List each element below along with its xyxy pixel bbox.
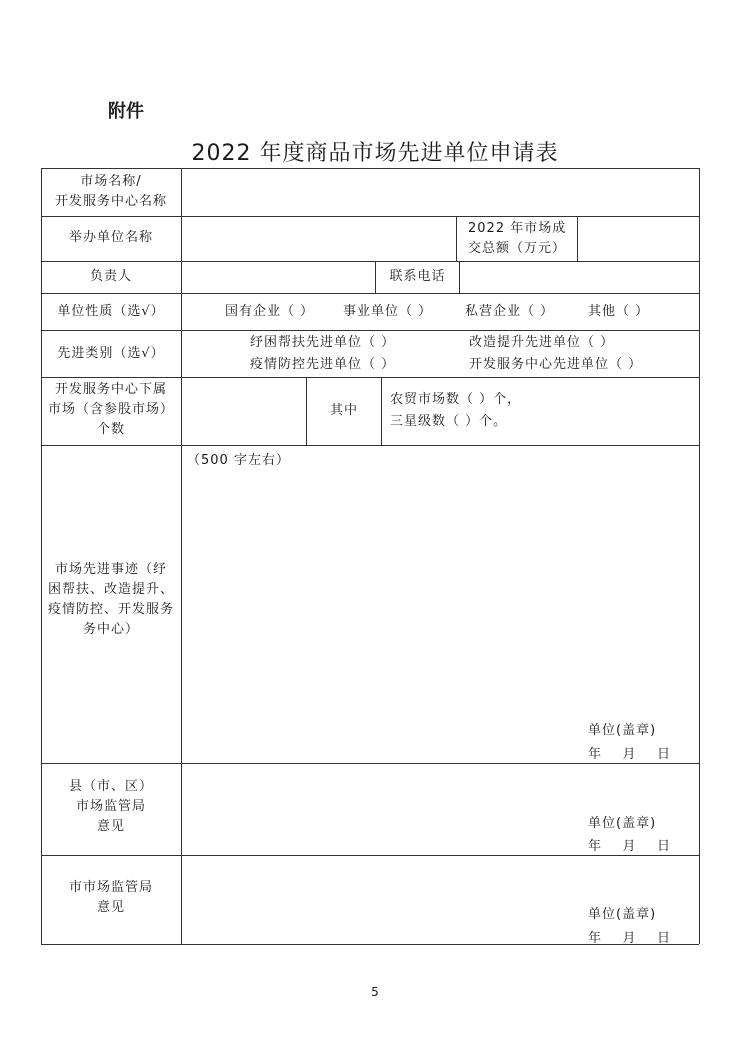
- phone-label: 联系电话: [389, 269, 446, 284]
- organizer-label: 举办单位名称: [68, 230, 153, 245]
- deeds-field[interactable]: [183, 447, 697, 761]
- county-seal-label: 单位(盖章): [588, 816, 657, 831]
- category-option-dev-center[interactable]: 开发服务中心先进单位（ ）: [469, 357, 643, 372]
- nature-option-private[interactable]: 私营企业（ ）: [465, 304, 555, 319]
- market-name-label: 市场名称/ 开发服务中心名称: [54, 174, 167, 209]
- unit-nature-label: 单位性质（选√）: [57, 304, 165, 319]
- person-in-charge-field[interactable]: [183, 263, 373, 291]
- farm-market-count[interactable]: 农贸市场数（ ）个，: [390, 392, 522, 407]
- city-seal-label: 单位(盖章): [588, 907, 657, 922]
- person-in-charge-label: 负责人: [89, 269, 132, 284]
- deeds-date-label: 年 月 日: [588, 747, 672, 762]
- city-opinion-label: 市市场监管局 意见: [68, 880, 153, 915]
- attachment-label: 附件: [108, 101, 144, 122]
- category-option-relief[interactable]: 纾困帮扶先进单位（ ）: [250, 335, 396, 350]
- category-option-renovation[interactable]: 改造提升先进单位（ ）: [469, 335, 615, 350]
- deeds-hint: （500 字左右）: [187, 453, 290, 468]
- subordinate-markets-label: 开发服务中心下属 市场（含参股市场） 个数: [47, 382, 174, 437]
- deeds-label: 市场先进事迹（纾 困帮扶、改造提升、 疫情防控、开发服务 务中心）: [47, 562, 174, 637]
- page-title: 2022 年度商品市场先进单位申请表: [191, 141, 559, 166]
- nature-option-state-owned[interactable]: 国有企业（ ）: [225, 304, 315, 319]
- county-date-label: 年 月 日: [588, 839, 672, 854]
- deeds-seal-label: 单位(盖章): [588, 723, 657, 738]
- three-star-count[interactable]: 三星级数（ ）个。: [390, 414, 508, 429]
- subordinate-markets-field[interactable]: [183, 379, 304, 443]
- phone-field[interactable]: [461, 263, 697, 291]
- nature-option-public-institution[interactable]: 事业单位（ ）: [343, 304, 433, 319]
- county-opinion-label: 县（市、区） 市场监管局 意见: [68, 779, 153, 834]
- nature-option-other[interactable]: 其他（ ）: [588, 304, 650, 319]
- page-number: 5: [371, 985, 379, 999]
- among-label: 其中: [329, 403, 358, 418]
- organizer-field[interactable]: [183, 218, 454, 259]
- city-date-label: 年 月 日: [588, 931, 672, 946]
- category-option-epidemic[interactable]: 疫情防控先进单位（ ）: [250, 357, 396, 372]
- market-name-field[interactable]: [183, 170, 697, 214]
- turnover-field[interactable]: [579, 218, 697, 259]
- turnover-label: 2022 年市场成 交总额（万元）: [468, 221, 567, 256]
- category-label: 先进类别（选√）: [57, 346, 165, 361]
